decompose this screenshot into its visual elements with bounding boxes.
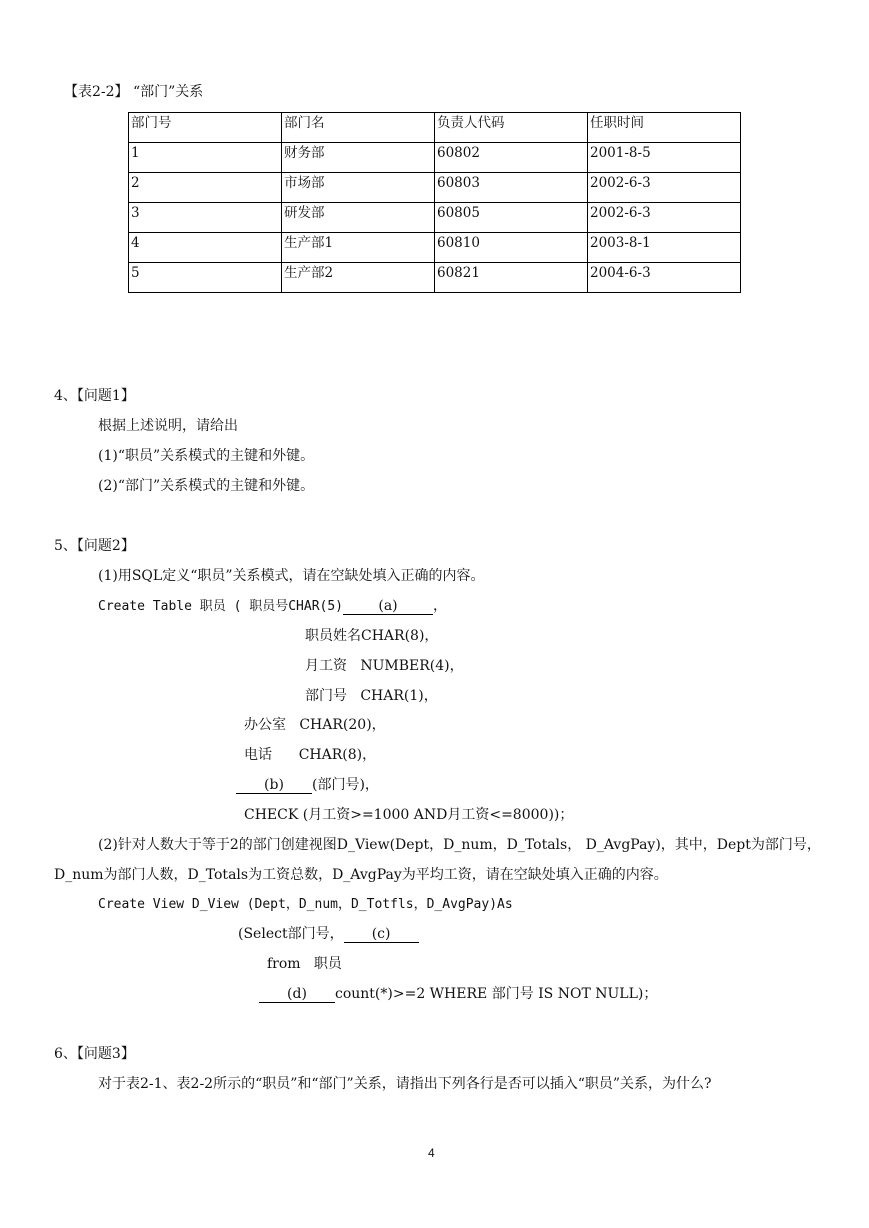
sql-foreign-key-line xyxy=(236,776,379,794)
table-cell: 60821 xyxy=(435,263,588,293)
table-row xyxy=(129,173,741,203)
table-cell: 2004-6-3 xyxy=(588,263,741,293)
table-cell: 2001-8-5 xyxy=(588,143,741,173)
sql-create-table-line xyxy=(98,597,447,616)
table-cell: 60803 xyxy=(435,173,588,203)
table-row xyxy=(129,233,741,263)
table-cell: 生产部1 xyxy=(282,233,435,263)
sql-line: 职员姓名CHAR(8)， xyxy=(305,628,439,644)
blank-c: (c) xyxy=(344,926,419,943)
table-cell: 2003-8-1 xyxy=(588,233,741,263)
q1-item-1: (1)“职员”关系模式的主键和外键。 xyxy=(98,448,315,464)
table-cell: 2002-6-3 xyxy=(588,203,741,233)
table-cell: 生产部2 xyxy=(282,263,435,293)
blank-a: (a) xyxy=(343,598,433,615)
table-cell: 60810 xyxy=(435,233,588,263)
sql-text: Create Table 职员 ( 职员号CHAR(5) xyxy=(98,599,344,614)
q1-item-2: (2)“部门”关系模式的主键和外键。 xyxy=(98,478,315,494)
table-cell: 研发部 xyxy=(282,203,435,233)
sql-text: count(*)>=2 WHERE 部门号 IS NOT NULL)； xyxy=(335,986,658,1002)
table-cell: 2 xyxy=(129,173,282,203)
header-cell: 负责人代码 xyxy=(435,113,588,143)
table-caption: 【表2-2】 “部门”关系 xyxy=(64,84,204,100)
q3-text: 对于表2-1、表2-2所示的“职员”和“部门”关系，请指出下列各行是否可以插入“职员”关系，为什么? xyxy=(98,1076,712,1092)
table-cell: 60802 xyxy=(435,143,588,173)
q1-intro: 根据上述说明，请给出 xyxy=(98,418,238,434)
q2-part1: (1)用SQL定义“职员”关系模式，请在空缺处填入正确的内容。 xyxy=(98,568,485,584)
blank-d: (d) xyxy=(259,986,335,1003)
sql-text: (Select部门号， xyxy=(238,926,344,942)
sql-line: 办公室 CHAR(20)， xyxy=(244,717,386,733)
sql-line: 电话 CHAR(8)， xyxy=(244,747,377,763)
sql-line: 月工资 NUMBER(4)， xyxy=(305,658,464,674)
header-cell: 任职时间 xyxy=(588,113,741,143)
q2-part2-line-1: (2)针对人数大于等于2的部门创建视图D_View(Dept，D_num，D_Totals， D_AvgPay)，其中，Dept为部门号， xyxy=(98,837,821,853)
page-number: 4 xyxy=(428,1146,435,1160)
sql-text: (部门号)， xyxy=(312,777,379,793)
table-row xyxy=(129,203,741,233)
table-cell: 4 xyxy=(129,233,282,263)
sql-from-line: from 职员 xyxy=(267,956,342,972)
department-table xyxy=(128,112,741,293)
table-cell: 3 xyxy=(129,203,282,233)
table-cell: 60805 xyxy=(435,203,588,233)
q3-heading: 6、【问题3】 xyxy=(54,1046,135,1062)
table-row xyxy=(129,263,741,293)
header-cell: 部门号 xyxy=(129,113,282,143)
blank-b: (b) xyxy=(236,777,312,794)
q2-heading: 5、【问题2】 xyxy=(54,538,135,554)
header-cell: 部门名 xyxy=(282,113,435,143)
table-cell: 市场部 xyxy=(282,173,435,203)
sql-text: ， xyxy=(433,598,448,614)
sql-line: 部门号 CHAR(1)， xyxy=(305,688,438,704)
table-cell: 5 xyxy=(129,263,282,293)
table-cell: 2002-6-3 xyxy=(588,173,741,203)
table-cell: 财务部 xyxy=(282,143,435,173)
sql-check-line: CHECK (月工资>=1000 AND月工资<=8000))； xyxy=(244,807,574,823)
sql-select-line xyxy=(238,925,419,943)
sql-create-view-line: Create View D_View (Dept，D_num，D_Totfls，D_AvgPay)As xyxy=(98,897,513,912)
table-cell: 1 xyxy=(129,143,282,173)
q1-heading: 4、【问题1】 xyxy=(54,388,135,404)
table-row xyxy=(129,143,741,173)
sql-group-line xyxy=(259,985,657,1003)
q2-part2-line-2: D_num为部门人数，D_Totals为工资总数，D_AvgPay为平均工资，请在空缺处填入正确的内容。 xyxy=(54,867,668,883)
table-header-row xyxy=(129,113,741,143)
